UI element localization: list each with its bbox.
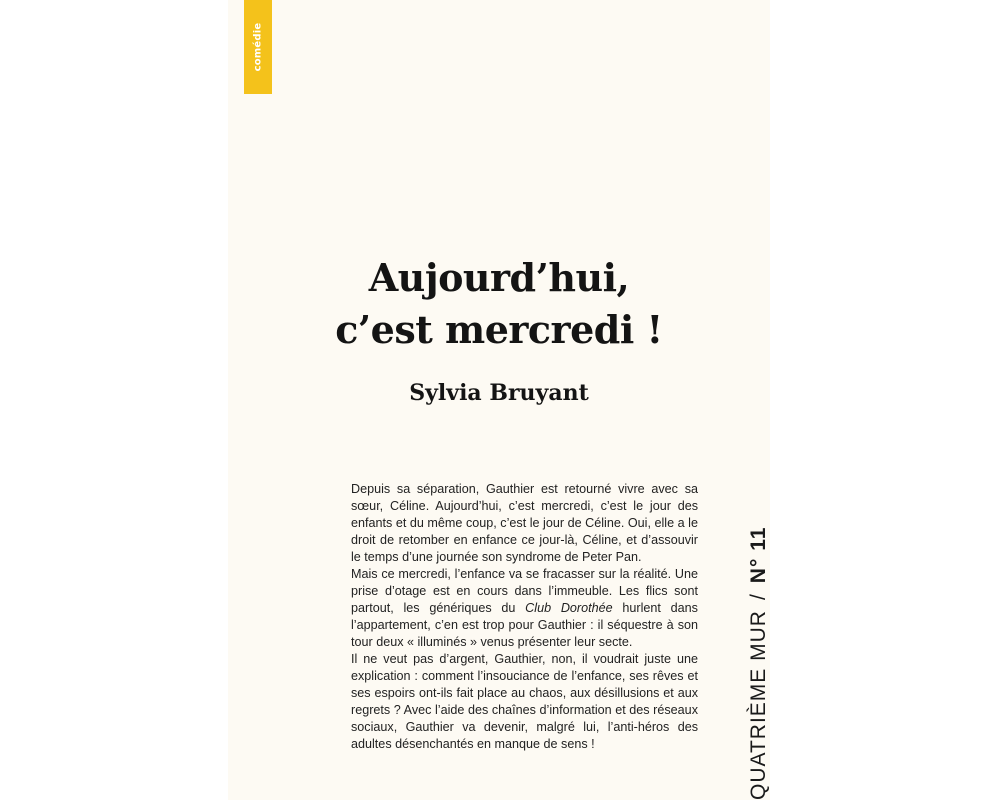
blurb-paragraph-1: Depuis sa séparation, Gauthier est retourné vivre avec sa sœur, Céline. Aujourd’hui, c’est mercredi, c’est le jour des enfants et du même coup, c’est le jour de Céline. Oui, elle a le droit de retomber en enfance ce jour-là, Céline, et d’assouvir le temps d’une journée son syndrome de Peter Pan.: [351, 482, 698, 564]
blurb-paragraph-2-start: Mais ce mercredi, l’enfance va se fracasser sur la réalité. Une prise d’otage est en cours dans l’immeuble. Les flics sont partout, les génériques du: [351, 567, 698, 615]
genre-band: [244, 0, 272, 94]
collection-label: [747, 527, 771, 800]
blurb-show-title: Club Dorothée: [525, 601, 613, 615]
blurb-paragraph-2-end: hurlent dans l’appartement, c’en est trop pour Gauthier : il séquestre à son tour deux « illuminés » venus présenter leur secte.: [351, 601, 698, 649]
genre-label: comédie: [252, 22, 264, 72]
collection-number: N° 11: [747, 526, 770, 584]
collection-separator: /: [747, 593, 770, 601]
book-title-line-2: c’est mercredi !: [335, 307, 663, 352]
blurb-paragraph-3: Il ne veut pas d’argent, Gauthier, non, il voudrait juste une explication : comment l’insouciance de l’enfance, ses rêves et ses espoirs ont-ils fait place au chaos, aux désillusions et aux regrets ? Avec l’aide des chaînes d’information et des réseaux sociaux, Gauthier va devenir, malgré lui, l’anti-héros des adultes désenchantés en manque de sens !: [351, 652, 698, 751]
book-back-cover: [228, 0, 770, 800]
blurb-paragraph-2: [351, 566, 698, 651]
blurb-text: [351, 481, 698, 753]
book-title: [228, 252, 770, 356]
collection-name: QUATRIÈME MUR: [747, 610, 770, 800]
book-title-line-1: Aujourd’hui,: [368, 255, 630, 300]
author-name: Sylvia Bruyant: [409, 380, 589, 406]
